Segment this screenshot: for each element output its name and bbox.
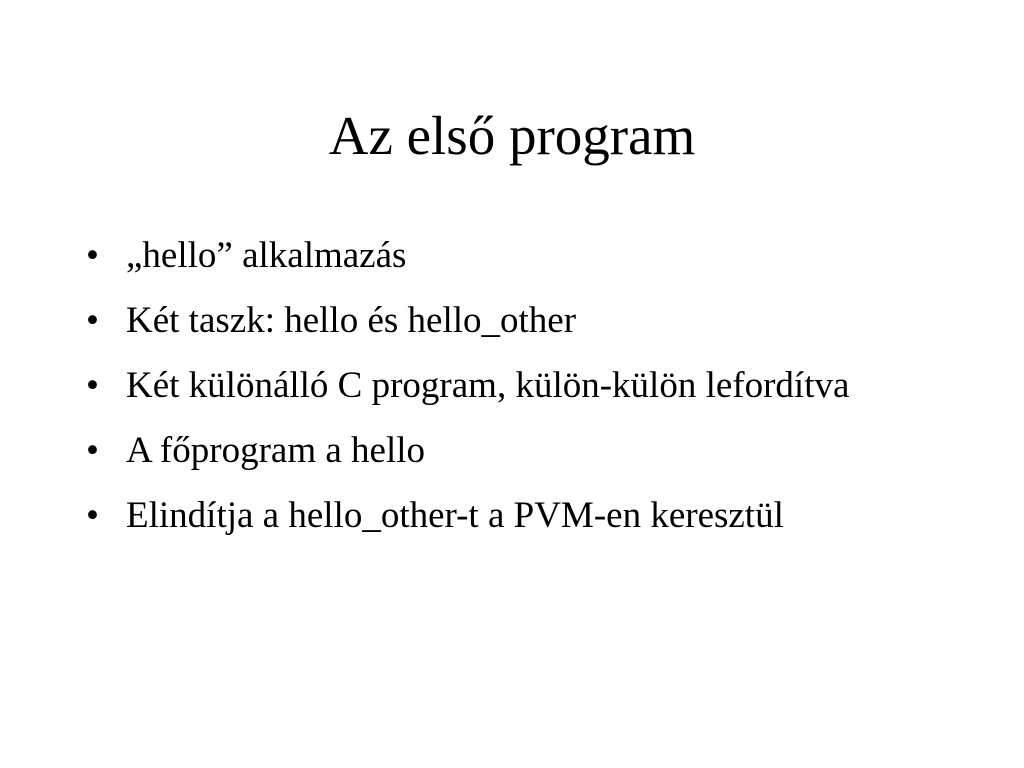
bullet-text: A főprogram a hello <box>126 430 425 471</box>
bullet-dot-icon: • <box>86 495 99 536</box>
bullet-text: „hello” alkalmazás <box>126 235 407 276</box>
bullet-dot-icon: • <box>86 235 99 276</box>
bullet-text: Elindítja a hello_other-t a PVM-en keresztül <box>126 495 784 536</box>
bullet-text: Két taszk: hello és hello_other <box>126 300 577 341</box>
bullet-text: Két különálló C program, külön-külön lefordítva <box>126 365 850 406</box>
bullet-item <box>86 230 946 281</box>
bullet-list <box>86 230 946 555</box>
bullet-item <box>86 295 946 346</box>
bullet-dot-icon: • <box>86 430 99 471</box>
bullet-item <box>86 360 946 411</box>
bullet-dot-icon: • <box>86 300 99 341</box>
bullet-item <box>86 490 946 541</box>
slide-title: Az első program <box>328 105 696 166</box>
bullet-item <box>86 425 946 476</box>
bullet-dot-icon: • <box>86 365 99 406</box>
